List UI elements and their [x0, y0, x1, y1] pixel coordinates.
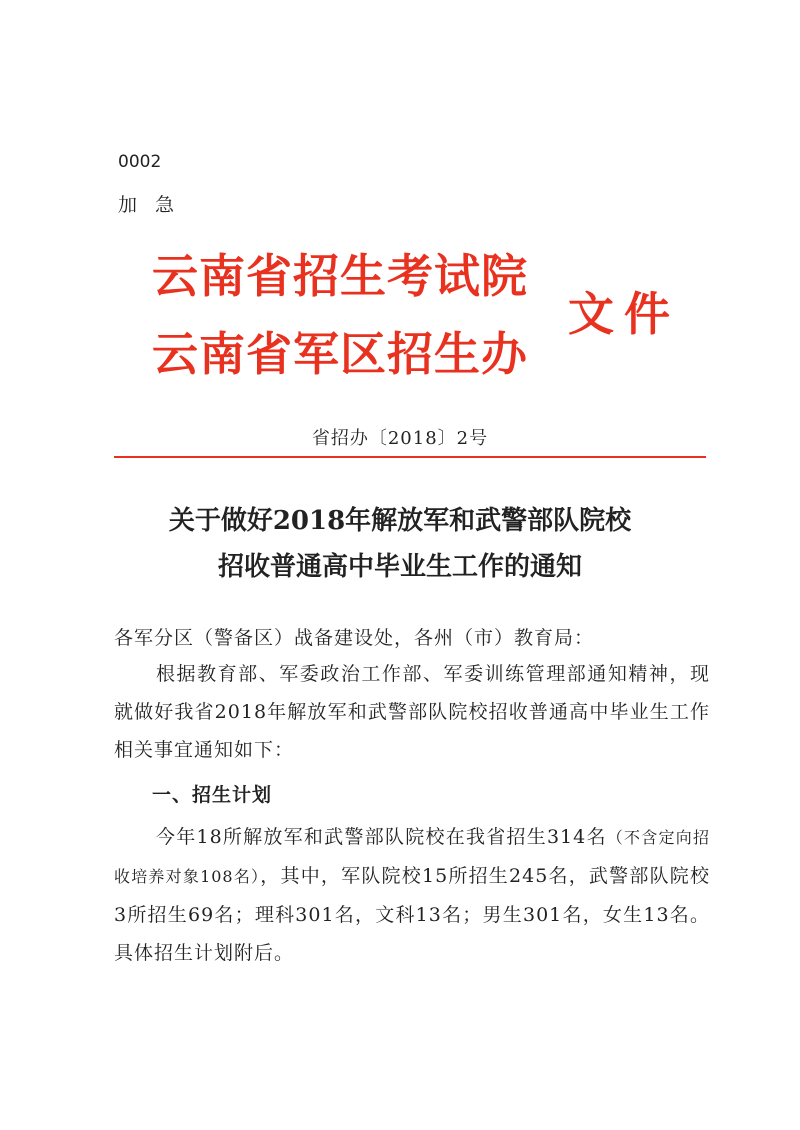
doc-serial-number: 0002	[118, 152, 162, 172]
doc-kind-label: 文件	[568, 287, 680, 341]
plan-note: （不含定向招收培养对象108名）	[114, 828, 710, 886]
enrollment-plan-paragraph	[114, 818, 710, 972]
document-code: 省招办〔2018〕2号	[311, 428, 489, 449]
intro-paragraph: 根据教育部、军委政治工作部、军委训练管理部通知精神，现就做好我省2018年解放军和武警部队院校招收普通高中毕业生工作相关事宜通知如下：	[114, 663, 710, 761]
urgency-mark: 加急	[118, 194, 193, 216]
salutation: 各军分区（警备区）战备建设处，各州（市）教育局：	[114, 627, 595, 649]
notice-title-line-2: 招收普通高中毕业生工作的通知	[217, 552, 582, 582]
plan-text-part-2: ，其中，军队院校15所招生245名，武警部队院校3所招生69名；理科301名，文科13名；男生301名，女生13名。具体招生计划附后。	[114, 865, 710, 964]
notice-title-line-1: 关于做好2018年解放军和武警部队院校	[168, 506, 632, 536]
red-divider-line	[114, 456, 706, 458]
issuer-line-2: 云南省军区招生办	[152, 327, 528, 381]
issuer-line-1: 云南省招生考试院	[152, 249, 528, 303]
plan-text-part-1: 今年18所解放军和武警部队院校在我省招生314名	[156, 826, 607, 848]
section-heading-enrollment-plan: 一、招生计划	[152, 784, 273, 806]
